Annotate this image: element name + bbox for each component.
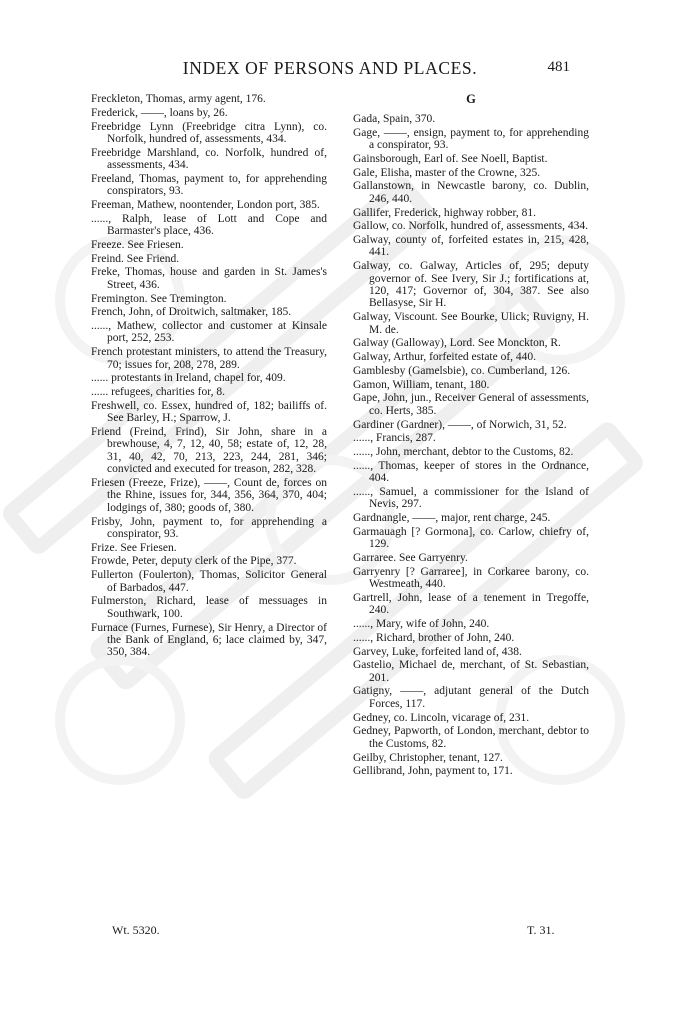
index-entry: Gallanstown, in Newcastle barony, co. Dublin, 246, 440. (353, 180, 589, 205)
index-entry: Gada, Spain, 370. (353, 113, 436, 125)
index-entry: ......, Mathew, collector and customer at Kinsale port, 252, 253. (91, 320, 327, 345)
index-entry: Galway, co. Galway, Articles of, 295; deputy governor of. See Ivery, Sir J.; fortifications at, 120, 417; Governor of, 304, 387. See also Bellasyse, Sir H. (353, 260, 589, 310)
index-entry: Gastelio, Michael de, merchant, of St. Sebastian, 201. (353, 659, 589, 684)
index-entry: Freeman, Mathew, noontender, London port, 385. (91, 198, 320, 211)
signature-mark: T. 31. (527, 923, 555, 937)
page-title: INDEX OF PERSONS AND PLACES. (182, 58, 478, 78)
index-entry: Garvey, Luke, forfeited land of, 438. (353, 645, 522, 658)
index-entry: Frisby, John, payment to, for apprehending a conspirator, 93. (91, 515, 327, 540)
index-entry: Friend (Freind, Frind), Sir John, share in a brewhouse, 4, 7, 12, 40, 58; estate of, 12, 28, 31, 40, 42, 70, 213, 223, 244, 281, 346; convicted and executed for treason, 282, 328. (91, 426, 327, 476)
index-entry: Garraree. See Garryenry. (353, 551, 468, 564)
index-entry: Gale, Elisha, master of the Crowne, 325. (353, 166, 541, 179)
index-entry: Freshwell, co. Essex, hundred of, 182; bailiffs of. See Barley, H.; Sparrow, J. (91, 399, 327, 425)
index-entry: Gedney, co. Lincoln, vicarage of, 231. (353, 711, 530, 724)
index-entry: Freke, Thomas, house and garden in St. James's Street, 436. (91, 266, 327, 291)
index-entry: Freeze. See Friesen. (91, 238, 184, 251)
index-column-right (353, 93, 589, 779)
index-entry: Garryenry [? Garraree], in Corkaree barony, co. Westmeath, 440. (353, 565, 589, 591)
index-entry: ......, Richard, brother of John, 240. (353, 631, 515, 644)
index-entry: Gamblesby (Gamelsbie), co. Cumberland, 126. (353, 364, 571, 377)
index-entry: Geilby, Christopher, tenant, 127. (353, 751, 503, 764)
index-entry: Galway, Viscount. See Bourke, Ulick; Ruvigny, H. M. de. (353, 311, 589, 336)
index-entry: Gallifer, Frederick, highway robber, 81. (353, 206, 537, 219)
page-number: 481 (547, 59, 570, 75)
index-entry: Gamon, William, tenant, 180. (353, 378, 490, 391)
index-entry: French, John, of Droitwich, saltmaker, 185. (91, 306, 292, 319)
index-entry: Galway, Arthur, forfeited estate of, 440. (353, 351, 537, 364)
index-entry: ......, Ralph, lease of Lott and Cope and Barmaster's place, 436. (91, 212, 327, 238)
index-entry: Fullerton (Foulerton), Thomas, Solicitor General of Barbados, 447. (91, 569, 327, 594)
index-entry: Galway, county of, forfeited estates in, 215, 428, 441. (353, 234, 589, 259)
index-entry: Gage, ——, ensign, payment to, for apprehending a conspirator, 93. (353, 126, 589, 152)
index-entry: Gartrell, John, lease of a tenement in Tregoffe, 240. (353, 591, 589, 617)
index-entry: French protestant ministers, to attend the Treasury, 70; issues for, 208, 278, 289. (91, 346, 327, 371)
index-entry: Gellibrand, John, payment to, 171. (353, 765, 513, 778)
index-entry: Gardiner (Gardner), ——, of Norwich, 31, 52. (353, 418, 567, 431)
page-header (0, 58, 674, 84)
index-column-left (91, 93, 327, 660)
index-entry: Gainsborough, Earl of. See Noell, Baptist. (353, 152, 548, 165)
index-entry: Gedney, Papworth, of London, merchant, debtor to the Customs, 82. (353, 725, 589, 750)
index-entry: Garmauagh [? Gormona], co. Carlow, chiefry of, 129. (353, 525, 589, 551)
section-letter-heading: G (466, 92, 476, 106)
index-entry: ......, Francis, 287. (353, 432, 436, 445)
index-entry: ......, Thomas, keeper of stores in the Ordnance, 404. (353, 459, 589, 485)
index-entry: Fremington. See Tremington. (91, 292, 227, 305)
index-entry: Furnace (Furnes, Furnese), Sir Henry, a Director of the Bank of England, 6; lace claimed by, 347, 350, 384. (91, 621, 327, 659)
index-entry: Gardnangle, ——, major, rent charge, 245. (353, 512, 551, 525)
index-entry: Freeland, Thomas, payment to, for apprehending conspirators, 93. (91, 172, 327, 198)
index-entry: Frederick, ——, loans by, 26. (91, 106, 228, 119)
index-entry: ......, John, merchant, debtor to the Customs, 82. (353, 446, 574, 458)
index-entry: Freebridge Marshland, co. Norfolk, hundred of, assessments, 434. (91, 146, 327, 172)
index-entry: Gallow, co. Norfolk, hundred of, assessments, 434. (353, 220, 588, 233)
index-entry: Freind. See Friend. (91, 252, 180, 265)
index-entry: Frize. See Friesen. (91, 541, 177, 554)
index-entry: Gape, John, jun., Receiver General of assessments, co. Herts, 385. (353, 392, 589, 417)
index-entry: Galway (Galloway), Lord. See Monckton, R. (353, 337, 561, 350)
print-code: Wt. 5320. (112, 923, 160, 937)
index-entry: ...... refugees, charities for, 8. (91, 386, 225, 399)
index-entry: ......, Mary, wife of John, 240. (353, 618, 490, 631)
index-entry: Freckleton, Thomas, army agent, 176. (91, 93, 266, 105)
index-entry: ......, Samuel, a commissioner for the Island of Nevis, 297. (353, 485, 589, 511)
index-entry: Friesen (Freeze, Frize), ——, Count de, forces on the Rhine, issues for, 344, 356, 364, 370, 404; lodgings of, 380; goods of, 380. (91, 476, 327, 514)
index-entry: Frowde, Peter, deputy clerk of the Pipe, 377. (91, 555, 297, 568)
index-entry: Freebridge Lynn (Freebridge citra Lynn), co. Norfolk, hundred of, assessments, 434. (91, 120, 327, 145)
index-entry: Fulmerston, Richard, lease of messuages in Southwark, 100. (91, 595, 327, 620)
index-entry: ...... protestants in Ireland, chapel for, 409. (91, 372, 286, 385)
index-entry: Gatigny, ——, adjutant general of the Dutch Forces, 117. (353, 685, 589, 710)
